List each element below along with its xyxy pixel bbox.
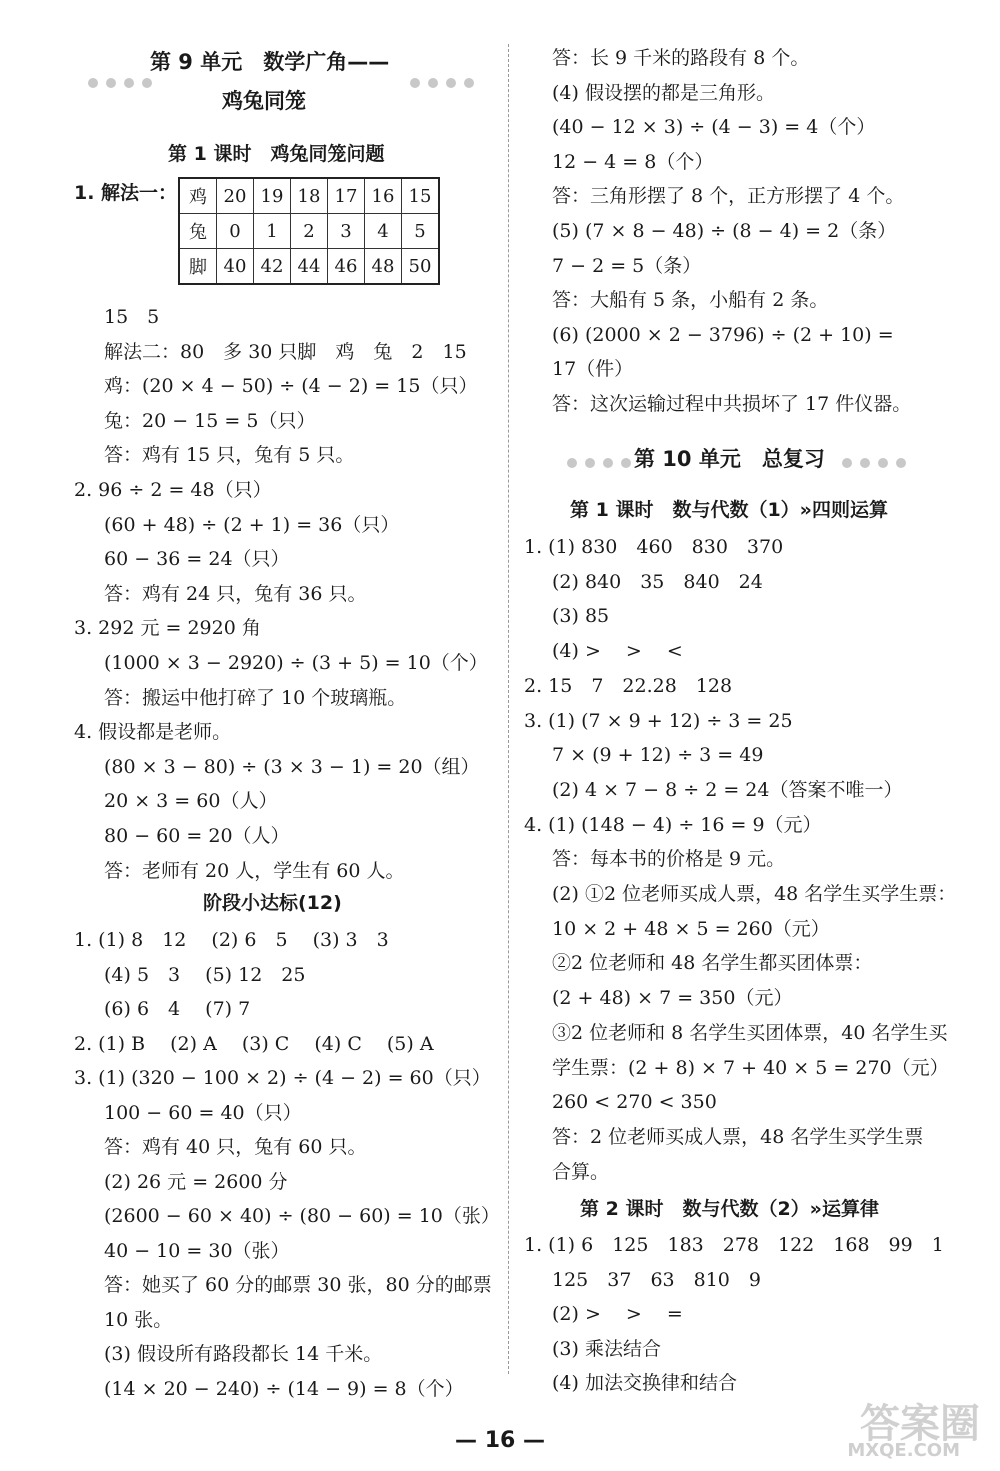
answer-line: 解法二：80 多 30 只脚 鸡 兔 2 15	[104, 340, 467, 363]
table-cell: 16	[365, 178, 402, 214]
answer-line: 1. (1) 830 460 830 370	[524, 536, 784, 558]
answer-line: 答：鸡有 15 只，兔有 5 只。	[104, 444, 355, 467]
answer-line: 17（件）	[552, 358, 634, 381]
answer-line: 学生票：(2 + 8) × 7 + 40 × 5 = 270（元）	[552, 1056, 949, 1079]
answer-line: 2. (1) B (2) A (3) C (4) C (5) A	[74, 1032, 434, 1055]
answer-line: (2) 4 × 7 − 8 ÷ 2 = 24（答案不唯一）	[552, 778, 903, 801]
table-row	[179, 178, 439, 214]
table-cell: 兔	[179, 214, 217, 249]
answer-line: (80 × 3 − 80) ÷ (3 × 3 − 1) = 20（组）	[104, 755, 480, 778]
answer-line: (60 + 48) ÷ (2 + 1) = 36（只）	[104, 513, 400, 536]
table-cell: 48	[365, 249, 402, 285]
answer-line: (4) > > <	[552, 640, 683, 663]
decor-dots-right-2	[842, 458, 906, 468]
answer-line: 10 张。	[104, 1308, 173, 1331]
answer-line: 10 × 2 + 48 × 5 = 260（元）	[552, 917, 830, 940]
answer-line: 12 − 4 = 8（个）	[552, 150, 714, 173]
answer-line: (5) (7 × 8 − 48) ÷ (8 − 4) = 2（条）	[552, 220, 897, 242]
answer-line: (40 − 12 × 3) ÷ (4 − 3) = 4（个）	[552, 116, 876, 139]
table-cell: 42	[254, 249, 291, 285]
table-cell: 46	[328, 249, 365, 285]
answer-line: 鸡：(20 × 4 − 50) ÷ (4 − 2) = 15（只）	[104, 375, 478, 398]
answer-line: 2. 96 ÷ 2 = 48（只）	[74, 479, 272, 501]
answer-line: 260 < 270 < 350	[552, 1091, 717, 1114]
table-cell: 44	[291, 249, 328, 285]
chicken-rabbit-table	[178, 177, 440, 285]
answer-line: (4) 5 3 (5) 12 25	[104, 963, 306, 986]
answer-line: 7 × (9 + 12) ÷ 3 = 49	[552, 744, 764, 767]
answer-line: (6) 6 4 (7) 7	[104, 998, 251, 1020]
answer-line: (2 + 48) × 7 = 350（元）	[552, 987, 793, 1010]
answer-line: 4. 假设都是老师。	[74, 721, 232, 744]
page-number: — 16 —	[455, 1428, 545, 1453]
answer-line: 答：每本书的价格是 9 元。	[552, 848, 786, 871]
answer-line: 3. (1) (320 − 100 × 2) ÷ (4 − 2) = 60（只）	[74, 1067, 491, 1089]
table-cell: 40	[217, 249, 254, 285]
table-cell: 18	[291, 178, 328, 214]
answer-line: 80 − 60 = 20（人）	[104, 825, 290, 847]
stage-title: 阶段小达标(12)	[203, 892, 342, 914]
column-divider	[508, 44, 509, 1374]
table-cell: 脚	[179, 249, 217, 285]
answer-line: (2) > > =	[552, 1303, 683, 1326]
answer-line: 答：大船有 5 条，小船有 2 条。	[552, 289, 829, 312]
table-cell: 19	[254, 178, 291, 214]
answer-line: ②2 位老师和 48 名学生都买团体票：	[552, 952, 873, 975]
table-cell: 2	[291, 214, 328, 249]
answer-line: 合算。	[552, 1160, 610, 1183]
answer-line: 答：长 9 千米的路段有 8 个。	[552, 47, 810, 69]
answer-line: 7 − 2 = 5（条）	[552, 254, 702, 277]
answer-line: (3) 假设所有路段都长 14 千米。	[104, 1343, 383, 1365]
answer-line: 1. (1) 6 125 183 278 122 168 99 1	[524, 1234, 944, 1256]
lesson-1-title: 第 1 课时 鸡兔同笼问题	[168, 143, 385, 165]
answer-line: 15 5	[104, 306, 160, 328]
table-cell: 4	[365, 214, 402, 249]
table-cell: 1	[254, 214, 291, 249]
answer-line: 125 37 63 810 9	[552, 1268, 761, 1291]
answer-line: ③2 位老师和 8 名学生买团体票，40 名学生买	[552, 1021, 948, 1044]
answer-line: 2. 15 7 22.28 128	[524, 674, 733, 697]
table-cell: 0	[217, 214, 254, 249]
decor-dots-right	[410, 78, 474, 88]
table-row	[179, 214, 439, 249]
answer-line: 20 × 3 = 60（人）	[104, 790, 278, 813]
table-cell: 鸡	[179, 178, 217, 214]
table-cell: 5	[402, 214, 440, 249]
table-cell: 15	[402, 178, 440, 214]
answer-line: 40 − 10 = 30（张）	[104, 1239, 290, 1262]
q1-label: 1. 解法一：	[74, 182, 178, 204]
answer-line: 兔：20 − 15 = 5（只）	[104, 409, 316, 432]
answer-line: 3. (1) (7 × 9 + 12) ÷ 3 = 25	[524, 709, 793, 732]
answer-line: 4. (1) (148 − 4) ÷ 16 = 9（元）	[524, 813, 822, 836]
answer-line: (2) ①2 位老师买成人票，48 名学生买学生票：	[552, 883, 957, 905]
table-cell: 3	[328, 214, 365, 249]
answer-line: 答：鸡有 40 只，兔有 60 只。	[104, 1136, 367, 1158]
unit-10-title: 第 10 单元 总复习	[634, 447, 825, 471]
answer-line: 答：2 位老师买成人票，48 名学生买学生票	[552, 1125, 924, 1148]
table-row	[179, 249, 439, 285]
table-cell: 50	[402, 249, 440, 285]
answer-line: 答：这次运输过程中共损坏了 17 件仪器。	[552, 393, 912, 415]
answer-line: 答：鸡有 24 只，兔有 36 只。	[104, 582, 367, 605]
watermark-logo: 答案圈	[860, 1401, 980, 1447]
answer-line: (4) 假设摆的都是三角形。	[552, 81, 775, 104]
answer-line: (2) 26 元 = 2600 分	[104, 1170, 288, 1193]
answer-line: 60 − 36 = 24（只）	[104, 548, 290, 571]
answer-line: (6) (2000 × 2 − 3796) ÷ (2 + 10) =	[552, 323, 894, 346]
answer-line: (3) 85	[552, 605, 610, 628]
answer-line: 答：三角形摆了 8 个，正方形摆了 4 个。	[552, 185, 905, 208]
lesson-10-1-title: 第 1 课时 数与代数（1）»四则运算	[570, 499, 888, 521]
decor-dots-left-2	[567, 458, 631, 468]
unit-9-title-line1: 第 9 单元 数学广角——	[150, 50, 390, 74]
answer-line: (3) 乘法结合	[552, 1337, 661, 1360]
answer-line: 1. (1) 8 12 (2) 6 5 (3) 3 3	[74, 929, 389, 951]
answer-line: (4) 加法交换律和结合	[552, 1372, 737, 1395]
answer-line: 答：她买了 60 分的邮票 30 张，80 分的邮票	[104, 1274, 492, 1296]
watermark-url: MXQE.COM	[847, 1440, 960, 1461]
answer-line: 100 − 60 = 40（只）	[104, 1101, 302, 1124]
answer-line: (2600 − 60 × 40) ÷ (80 − 60) = 10（张）	[104, 1205, 500, 1227]
table-cell: 20	[217, 178, 254, 214]
answer-line: (1000 × 3 − 2920) ÷ (3 + 5) = 10（个）	[104, 652, 488, 674]
table-cell: 17	[328, 178, 365, 214]
answer-line: (14 × 20 − 240) ÷ (14 − 9) = 8（个）	[104, 1377, 464, 1400]
lesson-10-2-title: 第 2 课时 数与代数（2）»运算律	[580, 1198, 879, 1220]
unit-9-title-line2: 鸡兔同笼	[222, 89, 306, 113]
answer-line: (2) 840 35 840 24	[552, 570, 763, 593]
answer-line: 答：老师有 20 人，学生有 60 人。	[104, 859, 405, 882]
decor-dots-left	[88, 78, 152, 88]
answer-line: 答：搬运中他打碎了 10 个玻璃瓶。	[104, 686, 407, 709]
answer-line: 3. 292 元 = 2920 角	[74, 617, 261, 640]
